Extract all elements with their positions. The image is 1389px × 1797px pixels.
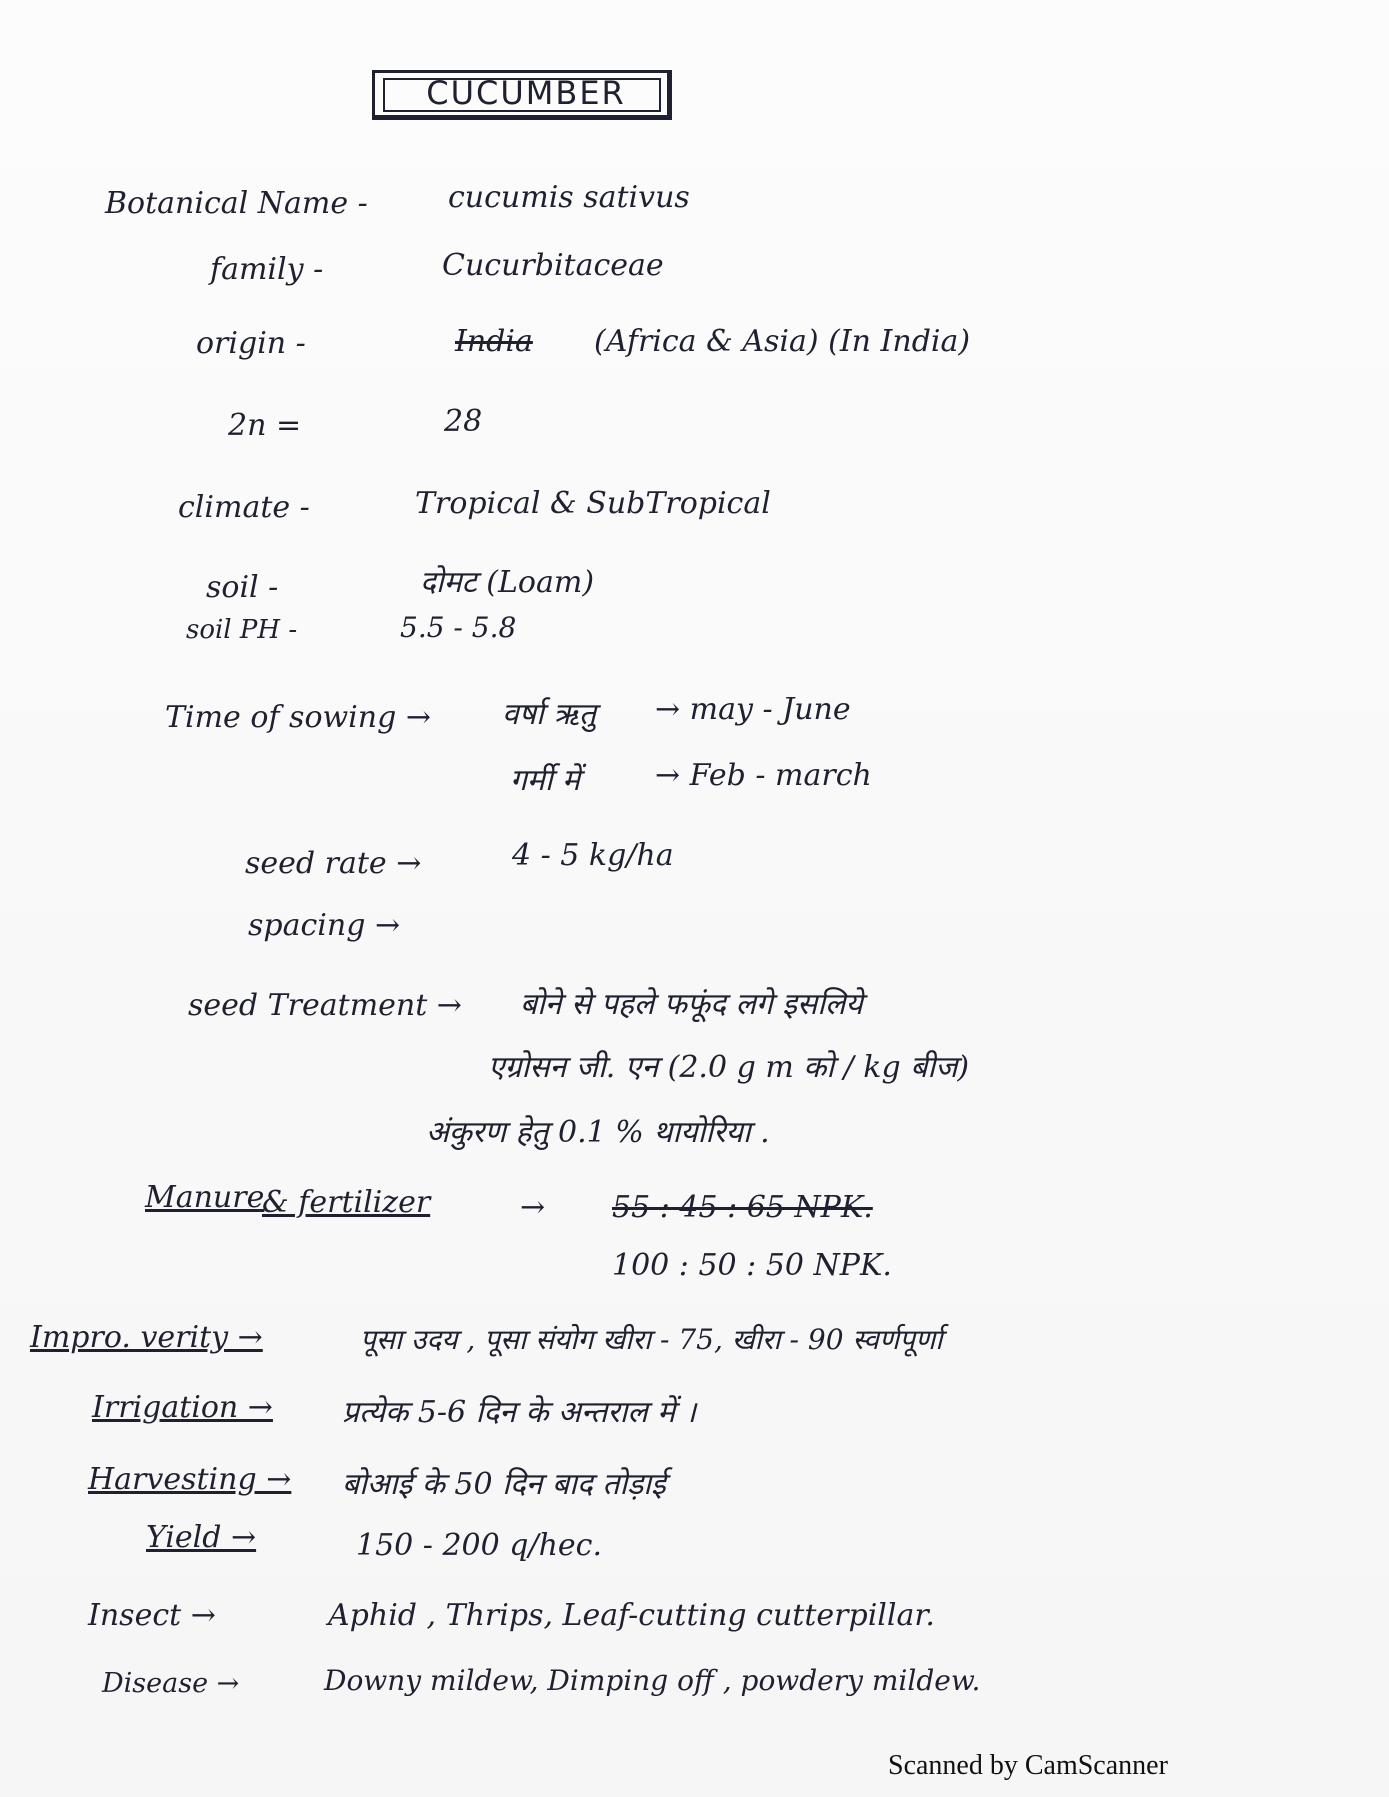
- climate-value: Tropical & SubTropical: [415, 486, 771, 521]
- seed-treatment-line-1: बोने से पहले फफूंद लगे इसलिये: [520, 987, 863, 1022]
- yield-value: 150 - 200 q/hec.: [356, 1528, 602, 1563]
- botanical-name-label: Botanical Name -: [105, 186, 368, 221]
- harvesting-value: बोआई के 50 दिन बाद तोड़ाई: [342, 1467, 666, 1502]
- irrigation-value: प्रत्येक 5-6 दिन के अन्तराल में ।: [342, 1395, 697, 1430]
- sowing-months-1: → may - June: [655, 692, 851, 727]
- yield-label: Yield →: [146, 1520, 257, 1555]
- manure-arrow: →: [520, 1190, 546, 1225]
- scanner-watermark: Scanned by CamScanner: [888, 1750, 1168, 1781]
- botanical-name-value: cucumis sativus: [448, 180, 690, 215]
- sowing-label: Time of sowing →: [165, 700, 431, 735]
- manure-value: 100 : 50 : 50 NPK.: [612, 1248, 892, 1283]
- chromosome-label: 2n =: [228, 408, 302, 443]
- soil-ph-value: 5.5 - 5.8: [400, 611, 517, 644]
- improved-variety-value: पूसा उदय , पूसा संयोग खीरा - 75, खीरा - 90 स्वर्णपूर्णा: [360, 1323, 943, 1356]
- family-label: family -: [210, 252, 324, 287]
- irrigation-label: Irrigation →: [92, 1390, 273, 1425]
- disease-label: Disease →: [102, 1668, 240, 1699]
- origin-value: (Africa & Asia) (In India): [594, 324, 971, 359]
- insect-label: Insect →: [88, 1598, 216, 1633]
- seed-treatment-line-2: एग्रोसन जी. एन (2.0 g m को / kg बीज): [488, 1050, 970, 1085]
- manure-label: Manure: [145, 1180, 265, 1215]
- seed-treatment-label: seed Treatment →: [188, 988, 462, 1023]
- soil-label: soil -: [206, 570, 279, 605]
- origin-struck-value: India: [455, 324, 533, 359]
- origin-label: origin -: [196, 326, 306, 361]
- improved-variety-label: Impro. verity →: [30, 1320, 263, 1355]
- family-value: Cucurbitaceae: [442, 248, 664, 283]
- seed-rate-value: 4 - 5 kg/ha: [512, 838, 674, 873]
- seed-rate-label: seed rate →: [245, 846, 422, 881]
- page-title: CUCUMBER: [426, 74, 626, 112]
- disease-value: Downy mildew, Dimping off , powdery mildew.: [324, 1664, 981, 1697]
- insect-value: Aphid , Thrips, Leaf-cutting cutterpillar.: [328, 1598, 935, 1633]
- soil-ph-label: soil PH -: [186, 615, 298, 645]
- seed-treatment-line-3: अंकुरण हेतु 0.1 % थायोरिया .: [426, 1115, 770, 1150]
- chromosome-value: 28: [444, 404, 483, 439]
- soil-value: दोमट (Loam): [420, 565, 595, 600]
- manure-struck-value: 55 : 45 : 65 NPK.: [612, 1190, 873, 1225]
- sowing-season-2: गर्मी में: [510, 763, 581, 798]
- harvesting-label: Harvesting →: [88, 1462, 292, 1497]
- fertilizer-label: & fertilizer: [262, 1185, 431, 1220]
- sowing-season-1: वर्षा ऋतु: [502, 697, 597, 732]
- sowing-months-2: → Feb - march: [655, 758, 872, 793]
- climate-label: climate -: [178, 490, 310, 525]
- spacing-label: spacing →: [248, 908, 401, 943]
